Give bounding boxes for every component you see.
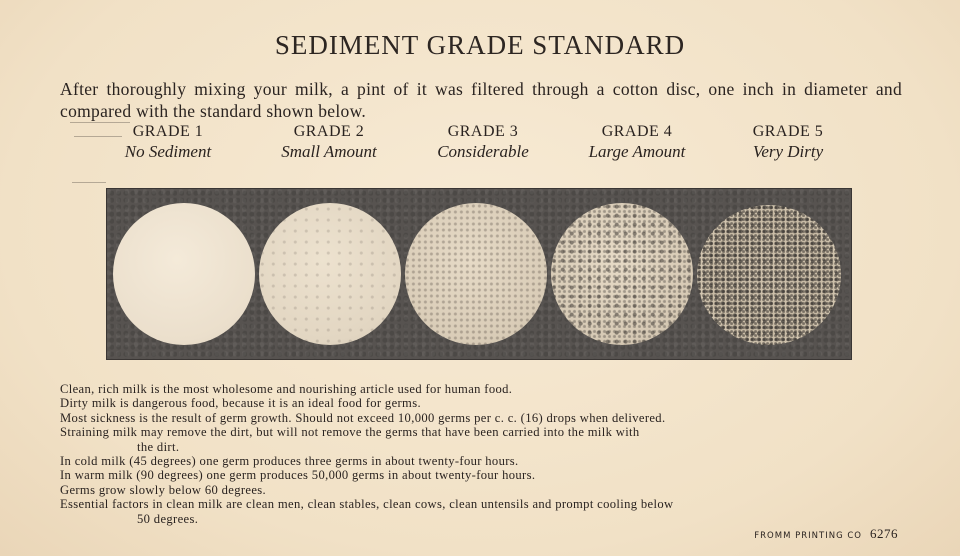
fact-line: In warm milk (90 degrees) one germ produces 50,000 germs in about twenty-four hours. <box>60 468 536 483</box>
milk-facts <box>60 382 902 526</box>
page-title: SEDIMENT GRADE STANDARD <box>274 30 686 60</box>
grade-label-4 <box>552 123 722 162</box>
grade-description: Considerable <box>437 142 529 161</box>
sediment-disc-grade-5 <box>697 205 841 345</box>
grade-name: GRADE 1 <box>132 123 204 140</box>
grade-name: GRADE 2 <box>293 123 365 140</box>
printer-name: FROMM PRINTING CO <box>754 531 862 541</box>
grade-label-1 <box>83 123 253 162</box>
fact-line: Germs grow slowly below 60 degrees. <box>60 482 267 497</box>
grade-description: Large Amount <box>588 142 686 161</box>
fact-line: Dirty milk is dangerous food, because it is an ideal food for germs. <box>60 396 421 411</box>
grade-labels <box>0 123 960 167</box>
fact-line: Most sickness is the result of germ growth. Should not exceed 10,000 germs per c. c. (16) drops when delivered. <box>60 410 666 425</box>
fact-line: 50 degrees. <box>137 511 199 526</box>
grade-description: No Sediment <box>124 142 212 161</box>
grade-description: Very Dirty <box>752 142 824 161</box>
grade-label-3 <box>398 123 568 162</box>
fact-line: Clean, rich milk is the most wholesome and nourishing article used for human food. <box>60 382 513 396</box>
grade-label-5 <box>703 123 873 162</box>
grade-name: GRADE 4 <box>601 123 673 140</box>
fact-line: the dirt. <box>137 439 180 454</box>
fact-line: Straining milk may remove the dirt, but will not remove the germs that have been carried into the milk with <box>60 425 640 440</box>
fact-line: Essential factors in clean milk are clean men, clean stables, clean cows, clean untensils and prompt cooling below <box>60 497 674 512</box>
sediment-disc-grade-4 <box>551 203 693 345</box>
sediment-disc-photo <box>106 188 852 360</box>
sediment-disc-grade-1 <box>113 203 255 345</box>
printer-number: 6276 <box>870 526 898 541</box>
fact-line: In cold milk (45 degrees) one germ produces three germs in about twenty-four hours. <box>60 454 519 469</box>
printer-credit <box>754 526 898 542</box>
intro-paragraph: After thoroughly mixing your milk, a pint of it was filtered through a cotton disc, one inch in diameter and compared with the standard shown below. <box>60 79 902 121</box>
grade-name: GRADE 5 <box>752 123 824 140</box>
postmark-line <box>72 182 106 183</box>
sediment-disc-grade-3 <box>405 203 547 345</box>
grade-description: Small Amount <box>281 142 377 161</box>
grade-name: GRADE 3 <box>447 123 519 140</box>
sediment-disc-grade-2 <box>259 203 401 345</box>
grade-label-2 <box>244 123 414 162</box>
